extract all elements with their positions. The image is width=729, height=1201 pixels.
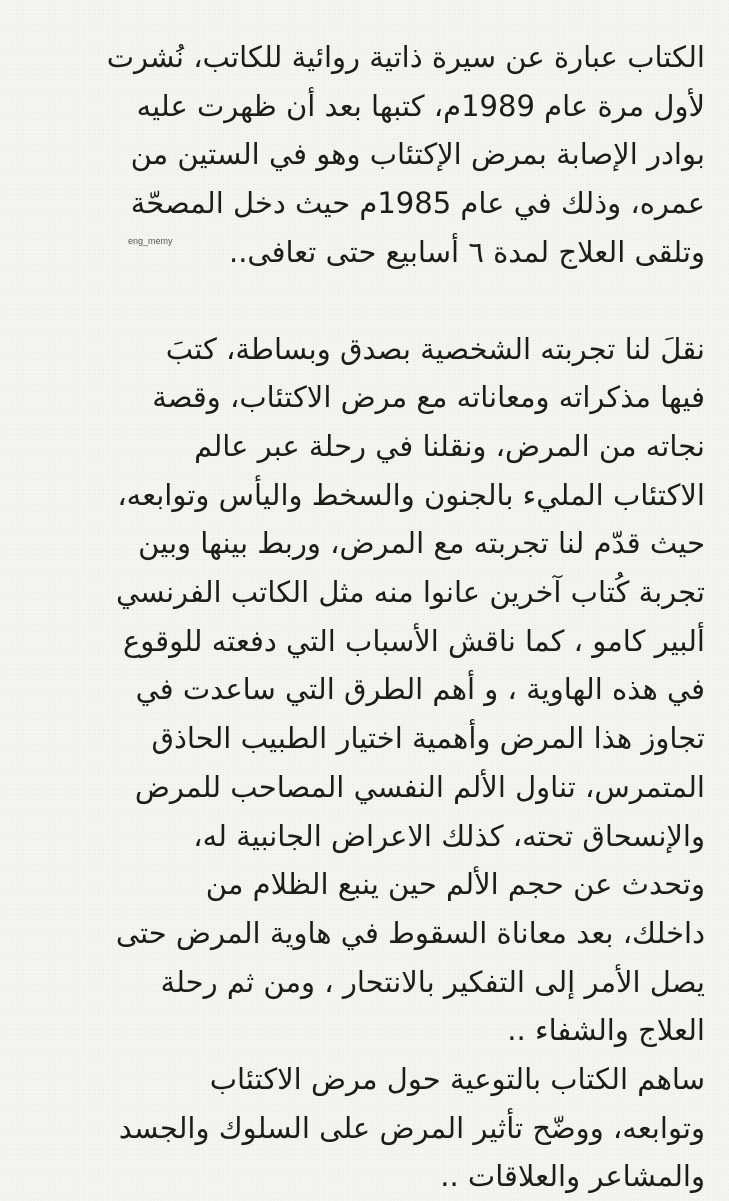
paragraph-body [58,325,705,1201]
text-line: يصل الأمر إلى التفكير بالانتحار ، ومن ثم رحلة [160,964,705,999]
text-line: فيها مذكراته ومعاناته مع مرض الاكتئاب، وقصة [152,380,705,415]
text-line: نقلَ لنا تجربته الشخصية بصدق وبساطة، كتبَ [165,331,705,366]
text-line: الكتاب عبارة عن سيرة ذاتية روائية للكاتب، نُشرت [106,40,705,74]
paragraph-gap [58,277,705,325]
watermark-handle: eng_memy [128,236,173,246]
text-line: وتلقى العلاج لمدة ٦ أسابيع حتى تعافى.. [228,234,705,269]
text-line: تجاوز هذا المرض وأهمية اختيار الطبيب الحاذق [151,721,705,756]
text-line: والمشاعر والعلاقات .. [440,1159,705,1194]
text-line: نجاته من المرض، ونقلنا في رحلة عبر عالم [194,428,705,463]
text-line: بوادر الإصابة بمرض الإكتئاب وهو في الستين من [130,137,705,172]
text-line: العلاج والشفاء .. [507,1013,705,1048]
text-line: والإنسحاق تحته، كذلك الاعراض الجانبية له، [193,818,705,853]
text-line: في هذه الهاوية ، و أهم الطرق التي ساعدت في [135,672,705,707]
text-line: الاكتئاب المليء بالجنون والسخط واليأس وتوابعه، [117,477,705,512]
text-line: ألبير كامو ، كما ناقش الأسباب التي دفعته للوقوع [122,623,705,658]
text-line: المتمرس، تناول الألم النفسي المصاحب للمرض [134,769,705,804]
text-line: تجربة كُتاب آخرين عانوا منه مثل الكاتب الفرنسي [115,575,705,610]
text-line: وتوابعه، ووضّح تأثير المرض على السلوك والجسد [118,1110,705,1145]
text-line: وتحدث عن حجم الألم حين ينبع الظلام من [205,867,705,902]
text-line: داخلك، بعد معاناة السقوط في هاوية المرض حتى [115,915,705,950]
text-line: ساهم الكتاب بالتوعية حول مرض الاكتئاب [209,1062,705,1097]
text-line: حيث قدّم لنا تجربته مع المرض، وربط بينها وبين [138,526,705,561]
text-line: عمره، وذلك في عام 1985م حيث دخل المصحّة [130,186,705,221]
text-line: لأول مرة عام 1989م، كتبها بعد أن ظهرت عليه [136,88,705,123]
